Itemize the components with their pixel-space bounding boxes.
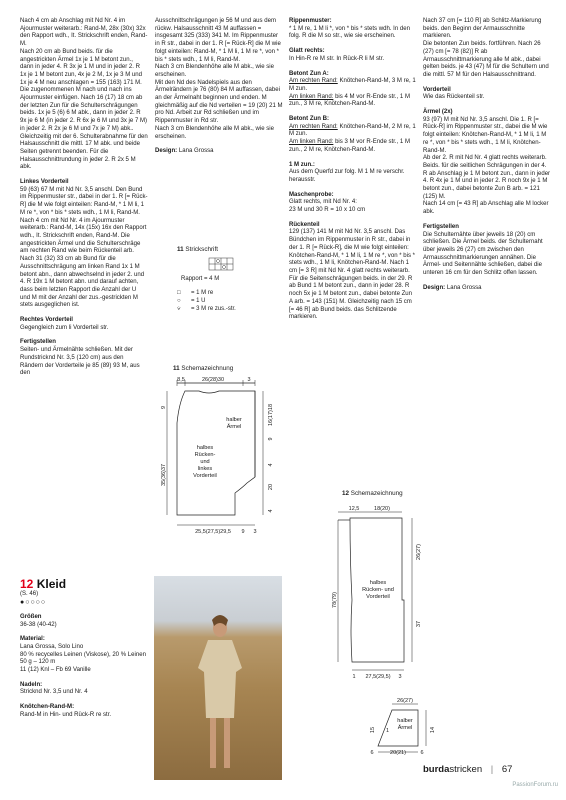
- sleeve-text: 93 (97) M mit Nd Nr. 3,5 anschl. Die 1. R [= Rück-R] im Rippenmuster str., dabei die M wie folgt einteilen: Knötchen-Rand-M, * 1 M li, 1 M re *, von * bis * stets wdh., 1 M li, Knötchen-Rand-M. Ab der 2. R mit Nd Nr. 4 glatt rechts weiterarb. Beids. für die seitlichen Schrägungen in der 4. R ab Anschlag je 1 M betont zun., dann in jeder 4. R 4x je 1 M und in jeder 2. R noch 9x je 1 M betont zun., dabei betonte Zun B arb. = 121 (125) M. Nach 14 cm [= 43 R] ab Anschlag alle M locker abk.: [423, 116, 551, 216]
- schema-12-drawing: [300, 500, 440, 756]
- s12-sleeve-label: halber Ärmel: [397, 718, 413, 731]
- chart-11-rapport: Rapport = 4 M: [181, 276, 220, 282]
- s12-left-side: 78(79): [332, 592, 338, 608]
- s12-sleeve-left: 1: [386, 728, 390, 734]
- finishing-heading: Fertigstellen: [20, 339, 56, 346]
- watermark: PassionForum.ru: [512, 782, 558, 788]
- legend-item-knit: □ = 1 M re: [177, 290, 214, 296]
- s11-bottom-9: 9: [241, 529, 245, 535]
- make-one-heading: 1 M zun.:: [289, 161, 315, 168]
- s11-left-9: 9: [161, 405, 167, 409]
- finishing-text: Seiten- und Ärmelnähte schließen. Mit der Rundstricknd Nr. 3,5 (120 cm) aus den Rändern der Vorderteile je 85 (89) 93 M, aus den: [20, 347, 140, 377]
- back-text: 129 (137) 141 M mit Nd Nr. 3,5 anschl. Das Bündchen im Rippenmuster in R str., dabei in der 1. R [= Rück-R], die M wie folgt einteilen: Knötchen-Rand-M, * 1 M li, 1 M re *, von * bis * stets wdh., 1 M li, Knötchen-Rand-M. Nach 1 cm [= 3 R] mit Nd Nr. 4 glatt rechts weiterarb. Für die Seitenschrägungen beids. in der 29. R ab Bund 1 M betont zun., dann in jeder 28. R noch 5x je 1 M betont zun., dabei betonte Zun A arb. = 143 (151) M. Gleichzeitig nach 15 cm [= 46 R] ab Bund beids. das Schlitzende markieren.: [289, 229, 416, 321]
- s12-sleeve-bottom-left: 6: [370, 750, 374, 756]
- footer-divider: |: [490, 764, 494, 775]
- magazine-section: stricken: [449, 764, 483, 775]
- front-text: Wie das Rückenteil str.: [423, 94, 485, 101]
- rib-text: * 1 M re, 1 M li *, von * bis * stets wdh. In den folg. R die M so str., wie sie erscheinen.: [289, 25, 410, 40]
- increase-a-right: Am rechten Rand: Knötchen-Rand-M, 3 M re, 1 M zun.: [289, 78, 416, 92]
- knit-symbol-icon: □: [177, 290, 181, 296]
- material-heading: Material:: [20, 636, 45, 643]
- back-continued-text: Nach 4 cm ab Anschlag mit Nd Nr. 4 im Ajourmuster weiterarb.: Rand-M, 28x (30x) 32x den Rapport wdh., It. Strickschrift enden, Rand-M. Nach 20 cm ab Bund beids. für die angestrickten Ärmel 1x je 1 M betont zun., dann in jeder 4. R 3x je 1 M und in jeder 2. R 1x je 1 M betont zun, 4x je 2 M, 1x je 3 M und 1x je 4 M neu anschlagen = 155 (163) 171 M. Die zugenommenen M nach und nach ins Ajourmuster einfügen. Nach 16 (17) 18 cm ab der letzten Zun für die Schulterschrägungen beids. 1x je 5 (6) 6 M abk., dann in jeder 2. R 9x je 6 M (in jeder 2. R 6x je 6 M und 3x je 7 M) in jeder 2. R 2x je 6 M und 7x je 7 M) abk.. Gleichzeitig mit der 6. Schulterabnahme für den Halsausschnitt die mittl. 17 M abk. und beide Seiten getrennt beenden. Für die Halsausschnittrundung in jeder 2. R 2x 5 M abk.: [20, 18, 148, 171]
- page-footer: [423, 764, 512, 775]
- sleeve-heading: Ärmel (2x): [423, 109, 453, 116]
- front-heading: Vorderteil: [423, 86, 451, 93]
- stockinette-heading: Glatt rechts:: [289, 48, 325, 55]
- edge-stitch-text: Rand-M in Hin- und Rück-R re str.: [20, 711, 112, 718]
- s11-right-9: 9: [268, 437, 274, 441]
- left-front-heading: Linkes Vorderteil: [20, 179, 69, 186]
- material-text: Lana Grossa, Solo Lino 80 % recycelles Leinen (Viskose), 20 % Leinen 50 g – 120 m 11 (12) Knl – Fb 69 Vanille: [20, 643, 146, 674]
- stockinette-text: In Hin-R re M str. In Rück-R li M str.: [289, 55, 385, 62]
- chart-11-title: Strickschrift: [185, 246, 218, 253]
- s11-top-left: 8,5: [177, 377, 185, 383]
- column-1: [20, 18, 148, 378]
- design-credit-2: [423, 285, 551, 293]
- s12-body-label: halbes Rücken- und Vorderteil: [362, 580, 394, 600]
- s11-right-16: 16(17)18: [268, 403, 274, 427]
- s12-right-37: 37: [416, 620, 422, 628]
- design-label: Design:: [155, 148, 178, 155]
- s12-top-mid: 18(20): [374, 506, 390, 512]
- stitch-grid: [207, 256, 235, 272]
- rib-heading: Rippenmuster:: [289, 18, 332, 24]
- needles-text: Stricknd Nr. 3,5 und Nr. 4: [20, 689, 88, 696]
- back-continued-text-2: Nach 37 cm [= 110 R] ab Schlitz-Markierung beids. den Beginn der Armausschnitte markieren. Die betonten Zun beids. fortführen. Nach 26 (27) cm [= 78 (82)] R ab Armausschnittmarkierung alle M abk., dabei gelten beids. je 43 (47) M für die Schultern und die mittl. 57 M für den Halsausschnittrand.: [423, 18, 549, 78]
- s11-body-label: halbes Rücken- und linkes Vorderteil: [193, 445, 217, 479]
- s11-right-4: 4: [268, 463, 274, 467]
- increase-b-left: Am linken Rand: bis 3 M vor R-Ende str., 1 M zun., 2 M re, Knötchen-Rand-M.: [289, 139, 410, 153]
- column-4: [423, 18, 551, 293]
- design-name: Lana Grossa: [178, 148, 214, 155]
- s11-sleeve-label: halber Ärmel: [226, 417, 242, 430]
- schema-12-title: Schemazeichnung: [350, 490, 403, 497]
- right-front-heading: Rechtes Vorderteil: [20, 317, 73, 324]
- s12-sleeve-right: 14: [430, 726, 436, 734]
- increase-a-heading: Betont Zun A:: [289, 70, 329, 77]
- schema-11-title: Schemazeichnung: [181, 365, 234, 372]
- chart-11-legend: [177, 289, 236, 313]
- chart-11-strickschrift: [155, 246, 283, 316]
- s12-sleeve-bottom: 20(21): [390, 750, 406, 756]
- s11-bottom-mid: 25,5(27,5)29,5: [195, 529, 231, 535]
- s11-top-right: 3: [247, 377, 251, 383]
- s12-bottom-left: 1: [352, 674, 356, 680]
- s11-top-mid: 26(28)30: [201, 377, 225, 383]
- chart-11-heading: [177, 246, 218, 253]
- model-photo: [154, 576, 282, 780]
- s11-left-side: 35(36)37: [161, 463, 167, 487]
- schema-12-heading: [342, 490, 403, 497]
- legend-item-decrease: ⩒ = 3 M re zus.-str.: [177, 306, 236, 312]
- schema-12-number: 12: [342, 490, 350, 497]
- finishing-2-heading: Fertigstellen: [423, 223, 459, 230]
- pattern-name: Kleid: [36, 576, 67, 591]
- sizes-text: 36-38 (40-42): [20, 621, 57, 628]
- s12-sleeve-bottom-right: 6: [420, 750, 424, 756]
- pattern-number: 12: [20, 576, 34, 591]
- make-one-text: Aus dem Querfd zur folg. M 1 M re verschr. herausstr.: [289, 169, 405, 183]
- gauge-heading: Maschenprobe:: [289, 191, 334, 198]
- design-name-2: Lana Grossa: [446, 284, 482, 291]
- yarnover-symbol-icon: ○: [177, 298, 181, 304]
- schema-12: [300, 490, 440, 756]
- difficulty-rating: ●○○○○: [20, 599, 47, 607]
- s12-top-left: 12,5: [348, 506, 360, 512]
- s12-right-15: 15: [370, 726, 376, 734]
- magazine-brand: burda: [423, 764, 450, 775]
- needles-heading: Nadeln:: [20, 681, 43, 688]
- sizes-heading: Größen: [20, 613, 42, 620]
- increase-b-heading: Betont Zun B:: [289, 116, 329, 123]
- schema-11: [155, 365, 285, 535]
- s12-sleeve-top: 26(27): [397, 698, 413, 704]
- column-2: [155, 18, 283, 156]
- pattern-page-ref: (S. 46): [20, 591, 39, 598]
- pattern-title: [20, 573, 148, 599]
- increase-b-right: Am rechten Rand: Knötchen-Rand-M, 2 M re, 1 M zun.: [289, 123, 416, 138]
- s11-right-4b: 4: [268, 509, 274, 513]
- design-credit: [155, 148, 283, 156]
- increase-a-left: Am linken Rand: bis 4 M vor R-Ende str., 1 M zun., 3 M re, Knötchen-Rand-M.: [289, 93, 410, 108]
- s12-bottom-mid: 27,5(29,5): [365, 674, 391, 680]
- finishing-2-text: Die Schulternähte über jeweils 18 (20) cm schließen. Die Ärmel beids. der Schulternaht über jeweils 26 (27) cm zwischen den Armausschnittmarkierungen annähen. Die Ärmel- und Seitennähte schließen, dabei die unteren 16 cm für den Schlitz offen lassen.: [423, 231, 543, 277]
- back-heading: Rückenteil: [289, 221, 320, 228]
- column-3: [289, 18, 417, 322]
- schema-11-number: 11: [173, 365, 180, 372]
- s11-right-20: 20: [268, 483, 274, 491]
- schema-11-heading: [173, 365, 233, 372]
- chart-11-number: 11: [177, 246, 184, 253]
- legend-item-yarnover: ○ = 1 U: [177, 298, 206, 304]
- s12-bottom-3: 3: [398, 674, 402, 680]
- gauge-text: Glatt rechts, mit Nd Nr. 4: 23 M und 30 R = 10 x 10 cm: [289, 199, 366, 214]
- page-number: 67: [501, 764, 513, 775]
- s11-bottom-3: 3: [253, 529, 257, 535]
- left-front-text: 59 (63) 67 M mit Nd Nr. 3,5 anschl. Den Bund im Rippenmuster str., dabei in der 1. R [= Rück-R] die M wie folgt einteilen: Rand-M, * 1 M li, 1 M re *, von * bis * stets wdh., 1 M li, Rand-M. Nach 4 cm mit Nd Nr. 4 im Ajourmuster weiterarb.: Rand-M, 14x (15x) 16x den Rapport wdh., It. Strickschrift enden, Rand-M. Die angestrickten Ärmel und die Schulterschräge am rechten Rand wie beim Rückenteil arb. Nach 31 (32) 33 cm ab Bund für die Ausschnittschrägung am linken Rand 1x 1 M betont abn., dann abwechselnd in jeder 2. und 4. R 19x 1 M betont abn. und darauf achten, dass beim letzten Rapport die Anzahl der U und M mit der Anzahl der zus.-gestrickten M stets ausgeglichen ist.: [20, 186, 148, 309]
- kleid-section: [20, 573, 148, 720]
- finishing-continued-text: Ausschnittschrägungen je 56 M und aus dem rückw. Halsausschnitt 43 M auffassen = insgesamt 325 (333) 341 M. Im Rippenmuster in R str., dabei in der 1. R [= Rück-R] die M wie folgt einteilen: Rand-M, * 1 M li, 1 M re *, von * bis * stets wdh., 1 M li, Rand-M. Nach 3 cm Blendenhöhe alle M abk., wie sie erscheinen. Mit den Nd des Nadelspiels aus den Ärmelrändern je 76 (80) 84 M auffassen, dabei an der Ärmelnaht beginnen und enden. M gleichmäßig auf die Nd verteilen = 19 (20) 21 M pro Nd. Arbeit zur Rd schließen und im Rippenmuster in Rd str. Nach 3 cm Blendenhöhe alle M abk., wie sie erscheinen.: [155, 18, 283, 140]
- s12-right-top: 26(27): [416, 544, 422, 560]
- right-front-text: Gegengleich zum li Vorderteil str.: [20, 324, 109, 331]
- edge-stitch-heading: Knötchen-Rand-M:: [20, 704, 75, 711]
- dress-figure: [154, 576, 282, 780]
- design-label-2: Design:: [423, 284, 446, 291]
- decrease-symbol-icon: ⩒: [177, 306, 181, 312]
